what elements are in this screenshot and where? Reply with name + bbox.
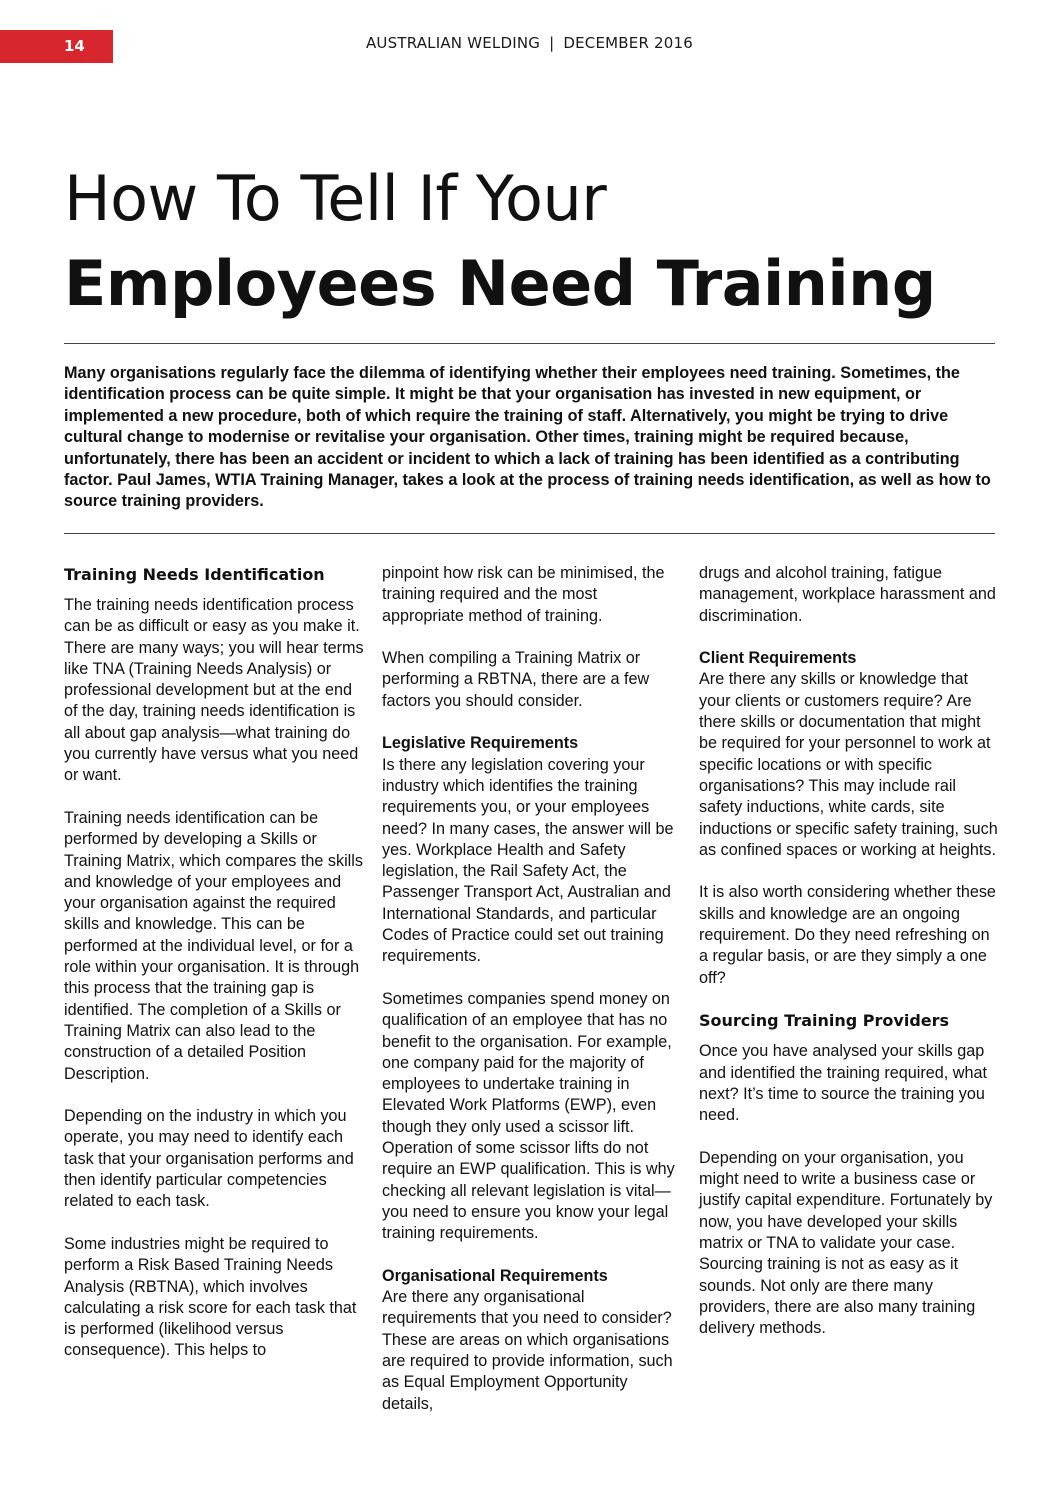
divider-bottom [64,533,995,534]
heading-client-requirements: Client Requirements [699,649,857,668]
heading-legislative-requirements: Legislative Requirements [382,734,579,753]
paragraph: Training needs identification can be performed by developing a Skills or Training Matrix, which compares the skills and knowledge of your employees and your organisation against the required skills and knowledge. This can be performed at the individual level, or for a role within your organisation. It is through this process that the training gap is identified. The completion of a Skills or Training Matrix can also lead to the construction of a detailed Position Description. [64,808,363,1083]
paragraph: pinpoint how risk can be minimised, the training required and the most appropriate method of training. [382,564,665,625]
paragraph: Some industries might be required to perform a Risk Based Training Needs Analysis (RBTNA), which involves calculating a risk score for each task that is performed (likelihood versus consequence). This helps to [64,1234,357,1360]
issue-date: DECEMBER 2016 [563,34,694,52]
paragraph: The training needs identification process can be as difficult or easy as you make it. There are many ways; you will hear terms like TNA (Training Needs Analysis) or professional development but at the end of the day, training needs identification is all about gap analysis—what training do you currently have versus what you need or want. [64,596,364,785]
paragraph: Is there any legislation covering your industry which identifies the training requirements you, or your employees need? In many cases, the answer will be yes. Workplace Health and Safety legislation, the Rail Safety Act, the Passenger Transport Act, Australian and International Standards, and particular Codes of Practice could set out training requirements. [382,755,674,966]
divider-top [64,343,995,344]
paragraph: Depending on your organisation, you might need to write a business case or justify capital expenditure. Fortunately by now, you have developed your skills matrix or TNA to validate your case. Sourcing training is not as easy as it sounds. Not only are there many providers, there are also many training delivery methods. [699,1148,993,1338]
paragraph: Once you have analysed your skills gap and identified the training required, what next? It’s time to source the training you need. [699,1042,987,1125]
publication-name: AUSTRALIAN WELDING [365,34,541,52]
article-standfirst: Many organisations regularly face the dilemma of identifying whether their employees need training. Sometimes, the identification process can be quite simple. It might be that your organisation has invested in new equipment, or implemented a new procedure, both of which require the training of staff. Alternatively, you might be trying to drive cultural change to modernise or revitalise your organisation. Other times, training might be required because, unfortunately, there has been an accident or incident to which a lack of training has been identified as a contributing factor. Paul James, WTIA Training Manager, takes a look at the process of training needs identification, as well as how to source training providers. [64,364,991,511]
heading-sourcing-training-providers: Sourcing Training Providers [699,1011,950,1031]
paragraph: drugs and alcohol training, fatigue management, workplace harassment and discrimination. [699,564,996,625]
paragraph: When compiling a Training Matrix or performing a RBTNA, there are a few factors you should consider. [382,649,650,710]
heading-organisational-requirements: Organisational Requirements [382,1266,608,1285]
heading-training-needs-identification: Training Needs Identification [64,565,325,584]
article-title-line1: How To Tell If Your [64,162,607,235]
running-header [0,34,1059,52]
paragraph: It is also worth considering whether these skills and knowledge are an ongoing requirement. Do they need refreshing on a regular basis, or are they simply a one off? [699,883,996,987]
page-number: 14 [64,37,85,55]
column-1 [64,563,364,1383]
header-separator: | [549,34,555,52]
paragraph: Are there any organisational requirements that you need to consider? These are areas on which organisations are required to provide information, such as Equal Employment Opportunity details, [382,1288,673,1413]
paragraph: Sometimes companies spend money on qualification of an employee that has no benefit to the organisation. For example, one company paid for the majority of employees to undertake training in Elevated Work Platforms (EWP), even though they only used a scissor lift. Operation of some scissor lifts do not require an EWP qualification. This is why checking all relevant legislation is vital—you need to ensure you know your legal training requirements. [382,989,675,1243]
article-title-line2: Employees Need Training [64,247,936,320]
paragraph: Depending on the industry in which you operate, you may need to identify each task that your organisation performs and then identify particular competencies related to each task. [64,1107,354,1211]
paragraph: Are there any skills or knowledge that your clients or customers require? Are there skills or documentation that might be required for your personnel to work at specific locations or with specific organisations? This may include rail safety inductions, white cards, site inductions or specific safety training, such as confined spaces or working at heights. [699,670,998,859]
column-2 [382,563,682,1436]
column-3 [699,563,999,1361]
